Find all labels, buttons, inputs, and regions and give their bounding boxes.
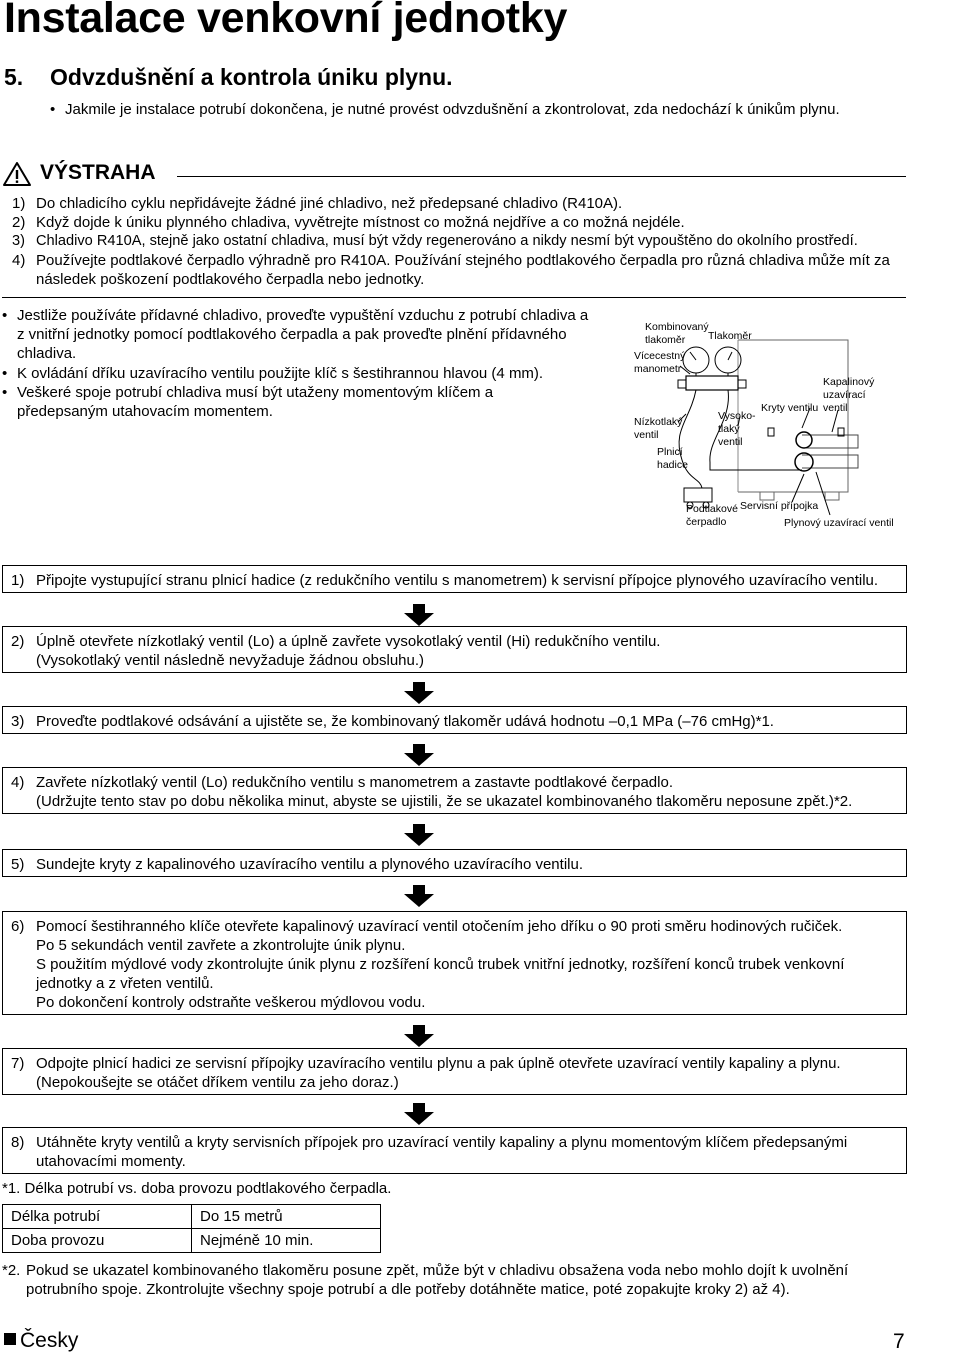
section-number: 5.	[4, 64, 24, 90]
label-high-valve: Vysoko- tlaký ventil	[718, 410, 756, 448]
step-number: 2)	[11, 633, 25, 650]
down-arrow-icon	[404, 1025, 434, 1047]
language-label	[4, 1329, 78, 1353]
bullet-dot: •	[50, 101, 56, 118]
table-cell: Délka potrubí	[3, 1205, 192, 1229]
table-cell: Nejméně 10 min.	[192, 1229, 381, 1253]
footnote-2-marker: *2.	[2, 1262, 21, 1279]
note-text: Veškeré spoje potrubí chladiva musí být utaženy momentovým klíčem a předepsaným utahovacím momentem.	[17, 384, 494, 420]
label-service-port: Servisní přípojka	[740, 500, 819, 512]
step-text: Utáhněte kryty ventilů a kryty servisních přípojek pro uzavírací ventily kapaliny a plynu momentovým klíčem předepsanými utahovacími momenty.	[36, 1134, 848, 1170]
note-text: Jestliže používáte přídavné chladivo, proveďte vypuštění vzduchu z potrubí chladiva a z vnitřní jednotky pomocí podtlakového čerpadla a pak proveďte plnění přídavného chladiva.	[17, 307, 589, 362]
warning-item-text: Do chladicího cyklu nepřidávejte žádné jiné chladivo, než předepsané chladivo (R410A).	[36, 195, 623, 212]
page-number: 7	[893, 1330, 905, 1353]
square-bullet-icon	[4, 1333, 16, 1345]
language-text: Česky	[20, 1329, 79, 1352]
warning-divider	[2, 297, 906, 298]
warning-item	[12, 194, 910, 214]
vacuum-diagram	[620, 310, 920, 535]
step-box	[2, 849, 907, 877]
step-number: 1)	[11, 572, 25, 589]
table-cell: Doba provozu	[3, 1229, 192, 1253]
note-text: K ovládání dříku uzavíracího ventilu použijte klíč s šestihrannou hlavou (4 mm).	[17, 365, 544, 382]
bullet-dot: •	[2, 384, 8, 401]
section-heading	[4, 64, 453, 91]
table-row	[3, 1229, 381, 1253]
step-number: 7)	[11, 1055, 25, 1072]
down-arrow-icon	[404, 824, 434, 846]
warning-heading	[2, 160, 906, 188]
step-box	[2, 626, 907, 673]
warning-item-text: Chladivo R410A, stejně jako ostatní chladiva, musí být vždy regenerováno a nikdy nesmí být vypouštěno do okolního prostředí.	[36, 233, 858, 249]
label-valve-caps: Kryty ventilu	[761, 402, 819, 414]
label-low-valve: Nízkotlaký ventil	[634, 416, 683, 441]
down-arrow-icon	[404, 1103, 434, 1125]
step-box	[2, 767, 907, 814]
step-box	[2, 1048, 907, 1095]
step-number: 4)	[11, 774, 25, 791]
warning-item-text: Používejte podtlakové čerpadlo výhradně pro R410A. Používání stejného podtlakového čerpadla pro různá chladiva může mít za následek poškození podtlakového čerpadla nebo jednotky.	[36, 252, 890, 288]
section-title: Odvzdušnění a kontrola úniku plynu.	[50, 64, 453, 90]
label-manifold: Vícecestný manometr	[634, 350, 686, 375]
label-gas-valve: Plynový uzavírací ventil	[784, 517, 894, 529]
table-row	[3, 1205, 381, 1229]
note-bullet	[2, 364, 602, 384]
warning-item	[12, 232, 910, 252]
step-text: Zavřete nízkotlaký ventil (Lo) redukčního ventilu s manometrem a zastavte podtlakové čerpadlo. (Udržujte tento stav po dobu několika minut, abyste se ujistili, že se ukazatel kombinovaného tlakoměru neposune zpět.)*2.	[36, 774, 853, 810]
step-text: Úplně otevřete nízkotlaký ventil (Lo) a úplně zavřete vysokotlaký ventil (Hi) redukčního ventilu. (Vysokotlaký ventil následně nevyžaduje žádnou obsluhu.)	[36, 633, 661, 669]
step-number: 3)	[11, 713, 25, 730]
intro-bullet	[50, 100, 910, 140]
warning-rule	[177, 176, 906, 177]
bullet-dot: •	[2, 365, 8, 382]
warning-triangle-icon	[2, 161, 32, 187]
warning-item-number: 2)	[12, 214, 26, 231]
step-text: Sundejte kryty z kapalinového uzavíracího ventilu a plynového uzavíracího ventilu.	[36, 856, 583, 873]
step-number: 8)	[11, 1134, 25, 1151]
step-box	[2, 911, 907, 1015]
step-box	[2, 1127, 907, 1174]
warning-item-text: Když dojde k úniku plynného chladiva, vyvětrejte místnost co možná nejdříve a co možná nejdéle.	[36, 214, 685, 231]
footnote-2	[2, 1261, 907, 1301]
down-arrow-icon	[404, 885, 434, 907]
label-liquid-valve: Kapalinový uzavírací ventil	[823, 376, 875, 414]
down-arrow-icon	[404, 604, 434, 626]
step-number: 6)	[11, 918, 25, 935]
step-text: Připojte vystupující stranu plnicí hadice (z redukčního ventilu s manometrem) k servisní přípojce plynového uzavíracího ventilu.	[36, 572, 879, 589]
label-compound-gauge: Kombinovaný tlakoměr	[645, 321, 709, 346]
pump-time-table	[2, 1204, 381, 1253]
warning-item	[12, 251, 910, 291]
label-pressure-gauge: Tlakoměr	[708, 330, 752, 342]
step-text: Odpojte plnicí hadici ze servisní přípojky uzavíracího ventilu plynu a pak úplně otevřete uzavírací ventily kapaliny a plynu. (Nepokoušejte se otáčet dříkem ventilu za jeho doraz.)	[36, 1055, 841, 1091]
step-box	[2, 706, 907, 734]
warning-item	[12, 213, 910, 233]
step-box	[2, 565, 907, 593]
step-text: Pomocí šestihranného klíče otevřete kapalinový uzavírací ventil otočením jeho dříku o 90 proti směru hodinových ručiček. Po 5 sekundách ventil zavřete a zkontrolujte únik plynu. S použitím mýdlové vody zkontrolujte únik plynu z rozšíření konců trubek vnitřní jednotky, rozšíření konců trubek venkovní jednotky a z vřeten ventilů. Po dokončení kontroly odstraňte veškerou mýdlovou vodu.	[36, 918, 845, 1011]
label-vacuum-pump: Podtlakové čerpadlo	[686, 503, 738, 528]
intro-text: Jakmile je instalace potrubí dokončena, je nutné provést odvzdušnění a zkontrolovat, zda nedochází k únikům plynu.	[65, 101, 840, 118]
warning-item-number: 3)	[12, 233, 25, 249]
page-title: Instalace venkovní jednotky	[4, 0, 568, 42]
step-number: 5)	[11, 856, 25, 873]
note-bullet	[2, 383, 602, 423]
table-cell: Do 15 metrů	[192, 1205, 381, 1229]
bullet-dot: •	[2, 307, 8, 324]
warning-label: VÝSTRAHA	[40, 161, 156, 184]
footnote-1: *1. Délka potrubí vs. doba provozu podtlakového čerpadla.	[2, 1180, 392, 1197]
step-text: Proveďte podtlakové odsávání a ujistěte se, že kombinovaný tlakoměr udává hodnotu –0,1 MPa (–76 cmHg)*1.	[36, 713, 774, 730]
label-charge-hose: Plnicí hadice	[657, 446, 688, 471]
down-arrow-icon	[404, 744, 434, 766]
footnote-2-text: Pokud se ukazatel kombinovaného tlakoměru posune zpět, může být v chladivu obsažena voda nebo mohlo dojít k uvolnění potrubního spoje. Zkontrolujte všechny spoje potrubí a dle potřeby dotáhněte matice, poté zopakujte kroky 2) až 4).	[26, 1262, 849, 1298]
warning-item-number: 4)	[12, 252, 26, 269]
warning-item-number: 1)	[12, 195, 26, 212]
down-arrow-icon	[404, 682, 434, 704]
note-bullet	[2, 306, 602, 366]
